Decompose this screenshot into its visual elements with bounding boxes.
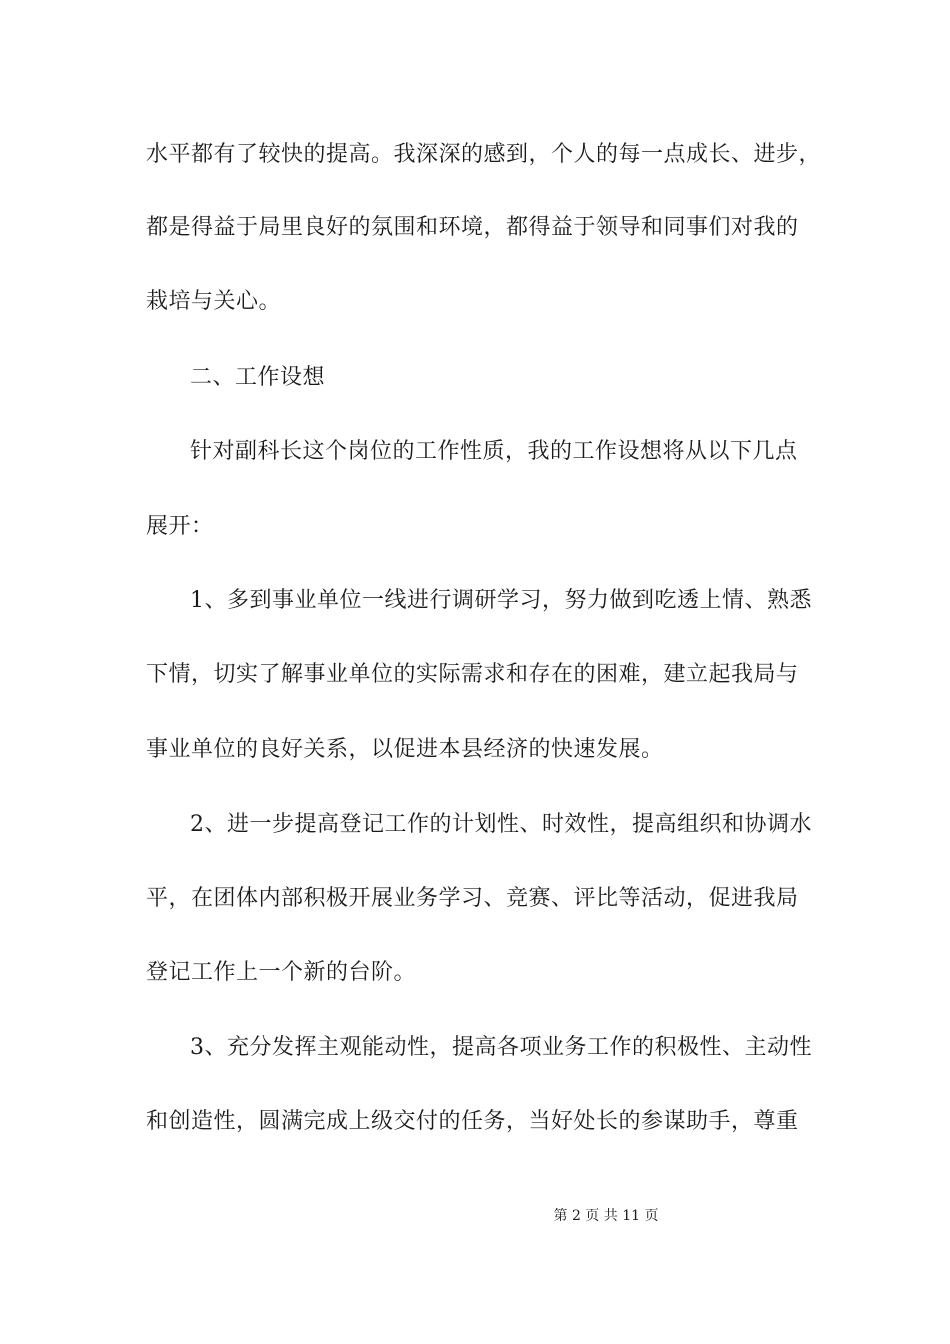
list-item-line: 事业单位的良好关系，以促进本县经济的快速发展。 <box>146 737 664 762</box>
list-item-line: 1、多到事业单位一线进行调研学习，努力做到吃透上情、熟悉 <box>190 588 812 613</box>
list-item-line: 平，在团体内部积极开展业务学习、竞赛、评比等活动，促进我局 <box>146 886 799 911</box>
paragraph-line: 展开： <box>146 514 214 539</box>
paragraph-line: 都是得益于局里良好的氛围和环境，都得益于领导和同事们对我的 <box>146 215 799 240</box>
page-number: 第 2 页 共 11 页 <box>553 1208 659 1224</box>
section-heading: 二、工作设想 <box>190 365 326 390</box>
list-item-line: 和创造性，圆满完成上级交付的任务，当好处长的参谋助手，尊重 <box>146 1109 799 1134</box>
paragraph-line: 针对副科长这个岗位的工作性质，我的工作设想将从以下几点 <box>190 439 798 464</box>
list-item-line: 下情，切实了解事业单位的实际需求和存在的困难，建立起我局与 <box>146 662 799 687</box>
list-item-line: 3、充分发挥主观能动性，提高各项业务工作的积极性、主动性 <box>190 1035 812 1060</box>
list-item-line: 登记工作上一个新的台阶。 <box>146 960 417 985</box>
paragraph-line: 栽培与关心。 <box>146 289 282 314</box>
list-item-line: 2、进一步提高登记工作的计划性、时效性，提高组织和协调水 <box>190 812 812 837</box>
paragraph-line: 水平都有了较快的提高。我深深的感到，个人的每一点成长、进步， <box>146 142 822 167</box>
page-footer <box>0 1206 950 1226</box>
